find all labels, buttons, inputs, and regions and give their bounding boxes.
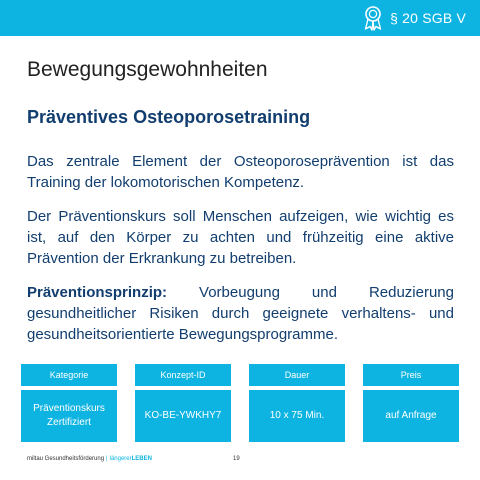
card-value: Präventionskurs Zertifiziert (21, 390, 117, 442)
footer-separator: | (106, 456, 108, 462)
footer-brand-b: LEBEN (131, 456, 152, 462)
card-concept-id (135, 364, 231, 442)
course-info-cards (21, 364, 459, 442)
award-ribbon-icon (362, 5, 384, 31)
paragraph-intro: Das zentrale Element der Osteoporoseprävention ist das Training der lokomotorischen Kompetenz. (27, 153, 454, 191)
page-number: 19 (233, 456, 240, 462)
footer (27, 453, 152, 465)
page-title: Bewegungsgewohnheiten (27, 58, 268, 81)
header-bar (0, 0, 480, 36)
section-subtitle: Präventives Osteoporosetraining (27, 107, 311, 127)
card-price (363, 364, 459, 442)
paragraph-principle (27, 282, 454, 345)
certification-badge (362, 5, 466, 31)
card-label: Preis (363, 364, 459, 386)
card-value: 10 x 75 Min. (249, 390, 345, 442)
principle-label: Präventionsprinzip: (27, 284, 168, 301)
card-label: Konzept-ID (135, 364, 231, 386)
card-label: Kategorie (21, 364, 117, 386)
card-duration (249, 364, 345, 442)
badge-label: § 20 SGB V (390, 10, 466, 26)
card-category (21, 364, 117, 442)
card-label: Dauer (249, 364, 345, 386)
card-value: auf Anfrage (363, 390, 459, 442)
principle-text: Vorbeugung und Reduzierung gesundheitlicher Risiken durch geeignete verhaltens- und gesundheitsorientierte Bewegungsprogramme. (27, 284, 454, 343)
card-value: KO-BE-YWKHY7 (135, 390, 231, 442)
footer-org: miltau Gesundheitsförderung (27, 456, 105, 462)
footer-brand-a: längerer (109, 456, 132, 462)
paragraph-course-goal: Der Präventionskurs soll Menschen aufzeigen, wie wichtig es ist, auf den Körper zu achten und frühzeitig eine aktive Prävention der Erkrankung zu betreiben. (27, 208, 454, 267)
